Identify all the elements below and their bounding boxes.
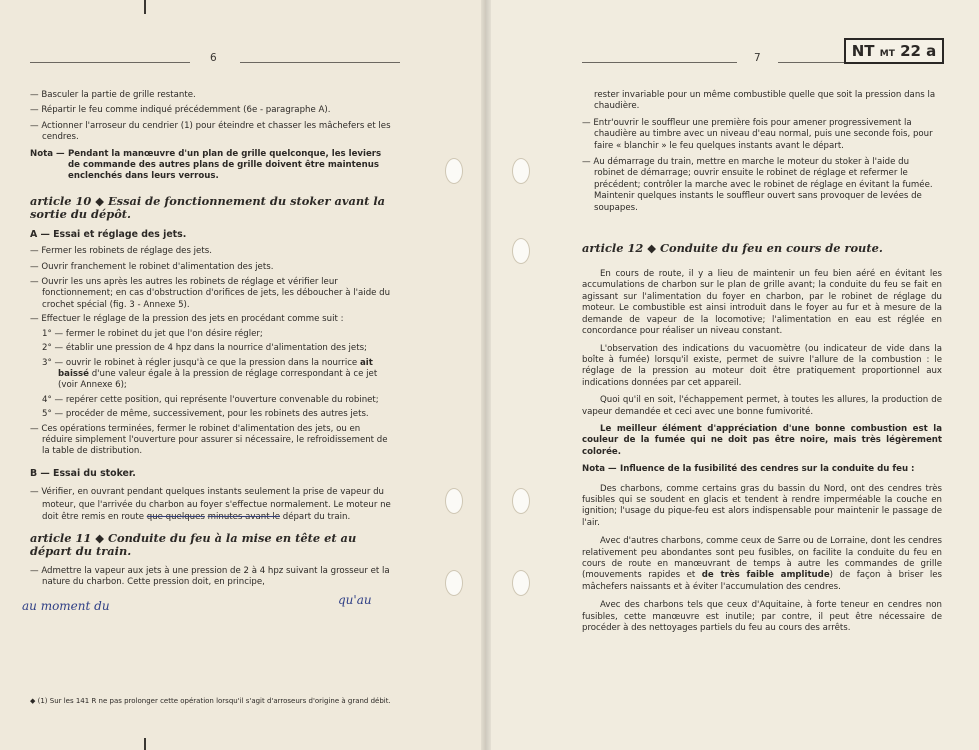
right-item: — Entr'ouvrir le souffleur une première fois pour amener progressivement la chaudière au timbre avec un niveau d'eau normal, puis une seconde fois, pour faire « blanchir » le feu quelques instants avant le départ. [582,117,933,151]
paragraph-bold: Le meilleur élément d'appréciation d'une bonne combustion est la couleur de la fumée qui ne doit pas être noire, mais très légèrement colorée. [582,423,942,457]
binder-hole [445,488,463,514]
section-b-text-start: — Vérifier, en ouvrant pendant quelques instants seulement la prise de vapeur du moteur, que l'arrivée du charbon au foyer s'effectue normalement. Le moteur ne doit être remis en route [30,487,391,523]
badge-number: 22 a [900,42,937,60]
step-3-end: d'une valeur égale à la pression de réglage correspondant à ce jet (voir Annexe 6); [58,368,378,391]
header-rule-left [30,62,190,63]
left-page-header [30,52,400,70]
header-rule-right [240,62,400,63]
intro-item: — Actionner l'arroseur du cendrier (1) pour éteindre et chasser les mâchefers et les cendres. [30,120,391,143]
section-a-closing: — Ces opérations terminées, fermer le robinet d'alimentation des jets, ou en réduire simplement l'ouverture pour assurer si nécessaire, le refroidissement de la table de distribution. [30,423,388,457]
book-gutter [481,0,491,750]
step-3-emphasis: ait baissé [58,357,373,379]
step-4: 4° — repérer cette position, qui représente l'ouverture convenable du robinet; [42,394,379,405]
paragraph-end: ) de façon à briser les mâchefers naissants et à éviter l'accumulation des cendres. [582,570,942,592]
nota-text: Pendant la manœuvre d'un plan de grille quelconque, les leviers de commande des autres plans de grille doivent être maintenus enclenchés dans leurs verrous. [68,148,382,182]
nota-block [582,464,942,475]
paragraph-start: Avec d'autres charbons, comme ceux de Sarre ou de Lorraine, dont les cendres relativement peu abondantes sont peu fusibles, on facilite la conduite du feu en cours de route en manœuvrant de temps à autre les commandes de grille (mouvements rapides et [582,536,942,581]
step-2: 2° — établir une pression de 4 hpz dans la nourrice d'alimentation des jets; [42,343,367,354]
paragraph: En cours de route, il y a lieu de maintenir un feu bien aéré en évitant les accumulations de charbon sur le plan de grille avant; la conduite du feu se fait en agissant sur l'alimentation du foyer en charbon, par le robinet de réglage du moteur. Le combustible est ainsi introduit dans le foyer au fur et à mesure de la demande de vapeur de la locomotive; l'alimentation en eau est réglée en concordance pour réaliser un niveau constant. [582,269,942,337]
badge-nt: NT [851,42,875,60]
footnote: ◆ (1) Sur les 141 R ne pas prolonger cette opération lorsqu'il s'agit d'arroseurs d'origine à grand débit. [30,697,391,705]
step-3-start: 3° — ouvrir le robinet à régler jusqu'à ce que la pression dans la nourrice [42,357,358,368]
paragraph-emphasis: de très faible amplitude [701,570,830,581]
page-number: 6 [210,52,217,64]
page-number: 7 [754,52,761,64]
binder-hole [512,158,530,184]
right-page-header [582,52,848,70]
intro-item: — Répartir le feu comme indiqué précédemment (6e - paragraphe A). [30,105,331,116]
header-rule-right [778,62,848,63]
paragraph: L'observation des indications du vacuomètre (ou indicateur de vide dans la boîte à fumée) lorsqu'il existe, permet de suivre l'allure de la combustion : le réglage de la pression au moteur doit être pratiquement proportionnel aux indications données par cet appareil. [582,343,942,388]
binder-hole [512,488,530,514]
left-page-body [30,90,392,588]
struck-text: minutes avant le [207,512,280,523]
step-3 [30,358,392,392]
nota-label: Nota — [30,148,65,159]
article-10-title: article 10 ◆ Essai de fonctionnement du stoker avant la sortie du dépôt. [30,193,386,221]
badge-mt: MT [879,49,895,59]
section-a-item: — Ouvrir franchement le robinet d'alimentation des jets. [30,261,274,272]
right-page-body [582,90,942,634]
intro-item: — Basculer la partie de grille restante. [30,90,196,100]
continuation-text: rester invariable pour un même combustible quelle que soit la pression dans la chaudière. [594,90,936,112]
binder-hole [445,158,463,184]
paragraph [582,536,942,593]
document-reference-badge [844,38,944,64]
binder-hole [445,570,463,596]
handwritten-correction: qu'au [338,593,372,607]
nota-label: Nota — [582,464,617,475]
step-1: 1° — fermer le robinet du jet que l'on désire régler; [42,328,263,339]
left-page [0,0,486,750]
nota-block [30,149,392,183]
article-12-title: article 12 ◆ Conduite du feu en cours de route. [582,241,883,256]
binder-hole [512,570,530,596]
section-a-item: — Effectuer le réglage de la pression des jets en procédant comme suit : [30,314,344,325]
struck-text: que quelques [146,512,205,523]
right-item: — Au démarrage du train, mettre en marche le moteur du stoker à l'aide du robinet de démarrage; ouvrir ensuite le robinet de réglage et refermer le précédent; contrôler la marche avec le robinet de réglage en évitant la fumée. Maintenir quelques instants le souffleur ouvert sans provoquer de levées de soupapes. [582,157,933,213]
article-11-title: article 11 ◆ Conduite du feu à la mise en tête et au départ du train. [30,530,357,558]
paragraph: Avec des charbons tels que ceux d'Aquitaine, à forte teneur en cendres non fusibles, cette manœuvre est inutile; par contre, il peut être nécessaire de procéder à des nettoyages partiels du feu au cours des arrêts. [582,600,942,634]
header-rule-left [582,62,737,63]
section-a-title: A — Essai et réglage des jets. [30,228,187,240]
section-b-text [30,486,392,524]
section-a-item: — Fermer les robinets de réglage des jets. [30,246,212,257]
article-11-text: — Admettre la vapeur aux jets à une pression de 2 à 4 hpz suivant la grosseur et la nature du charbon. Cette pression doit, en principe, [30,565,390,588]
section-b-title: B — Essai du stoker. [30,467,136,479]
section-b-text-end: départ du train. [282,512,351,523]
step-5: 5° — procéder de même, successivement, pour les robinets des autres jets. [42,409,369,420]
paragraph: Quoi qu'il en soit, l'échappement permet, à toutes les allures, la production de vapeur demandée et ceci avec une bonne fumivorité. [582,395,942,417]
section-a-item: — Ouvrir les uns après les autres les robinets de réglage et vérifier leur fonctionnement; en cas d'obstruction d'orifices de jets, les déboucher à l'aide du crochet spécial (fig. 3 - Annexe 5). [30,277,391,310]
nota-text: Influence de la fusibilité des cendres sur la conduite du feu : [620,464,915,475]
binder-hole [512,238,530,264]
handwritten-correction: au moment du [22,599,110,613]
bottom-crop-mark [144,738,146,750]
top-crop-mark [144,0,146,14]
right-page [486,0,979,750]
paragraph: Des charbons, comme certains gras du bassin du Nord, ont des cendres très fusibles qui se soudent en glacis et tendent à rendre imperméable la couche en ignition; l'usage du pique-feu est alors indispensable pour maintenir le passage de l'air. [582,483,942,528]
